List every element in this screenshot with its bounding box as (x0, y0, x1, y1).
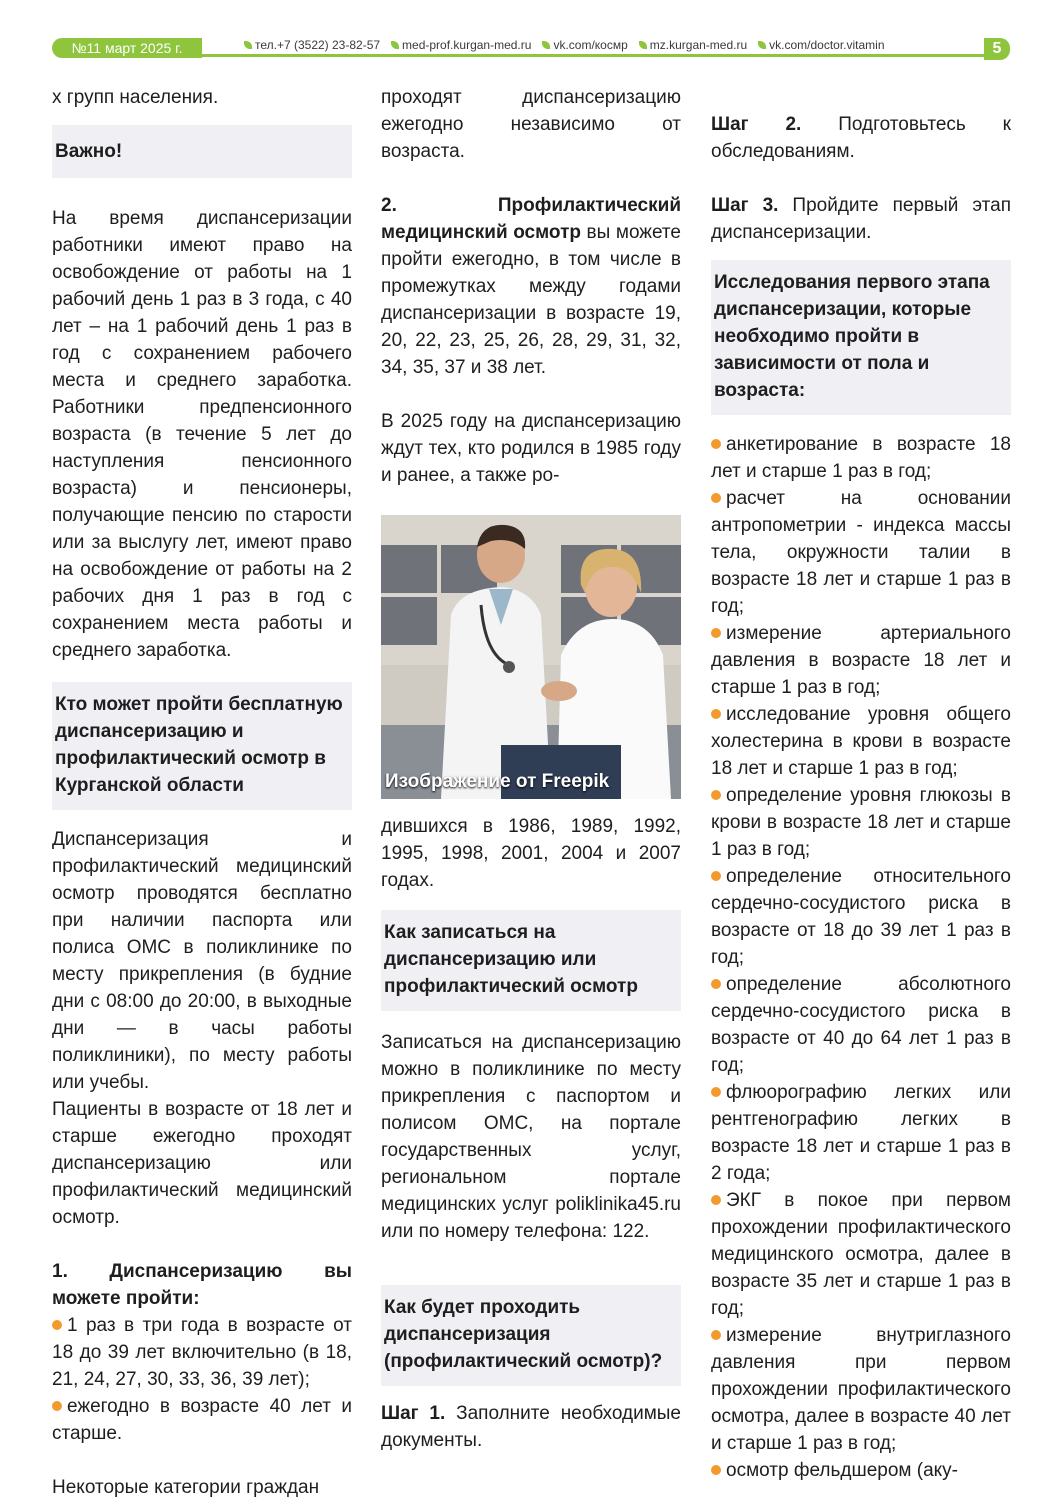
contact-phone: тел.+7 (3522) 23-82-57 (244, 38, 380, 52)
leaf-icon (639, 41, 647, 49)
list-item: расчет на основании антропометрии - индекса массы тела, окружности талии в возрасте 18 лет и старше 1 раз в год; (711, 485, 1011, 620)
header-rule (202, 54, 984, 57)
contact-vk-kosmr[interactable]: vk.com/космр (542, 38, 627, 52)
born-years-paragraph: дившихся в 1986, 1989, 1992, 1995, 1998, 2001, 2004 и 2007 годах. (381, 816, 681, 891)
list-item: ЭКГ в покое при первом прохождении профилактического медицинского осмотра, далее в возрасте 35 лет и старше 1 раз в год; (711, 1187, 1011, 1322)
step-1 (381, 1400, 681, 1454)
leaf-icon (758, 41, 766, 49)
column-1 (52, 84, 352, 1501)
page-number: 5 (984, 38, 1010, 60)
step-3-text: Пройдите первый этап диспансеризации. (711, 195, 1011, 243)
photo-illustration (381, 515, 681, 799)
list-item: анкетирование в возрасте 18 лет и старше 1 раз в год; (711, 431, 1011, 485)
how-goes-heading: Как будет проходить диспансеризация (профилактический осмотр)? (381, 1285, 681, 1386)
some-categories: Некоторые категории граждан (52, 1477, 320, 1498)
leaf-icon (244, 41, 252, 49)
step-2 (711, 111, 1011, 165)
leaf-icon (542, 41, 550, 49)
free-paragraph: Диспансеризация и профилактический медицинский осмотр проводятся бесплатно при наличии паспорта или полиса ОМС в поликлинике по месту прикрепления (в будние дни с 08:00 до 20:00, в выходные дни — в часы работы поликлиники), по месту работы или учебы. (52, 829, 352, 1093)
step-3 (711, 192, 1011, 246)
important-heading: Важно! (52, 125, 352, 178)
signup-paragraph: Записаться на диспансеризацию можно в поликлинике по месту прикрепления с паспортом и полисом ОМС, на портале государственных услуг, региональном портале медицинских услуг poliklinika45.ru или по номеру телефона: 122. (381, 1032, 681, 1242)
list-item: 1 раз в три года в возрасте от 18 до 39 лет включительно (в 18, 21, 24, 27, 30, 33, 36, 39 лет); (52, 1312, 352, 1393)
contact-vk-doctor[interactable]: vk.com/doctor.vitamin (758, 38, 884, 52)
list-item: определение относительного сердечно-сосудистого риска в возрасте от 18 до 39 лет 1 раз в год; (711, 863, 1011, 971)
tests-heading: Исследования первого этапа диспансеризации, которые необходимо пройти в зависимости от пола и возраста: (711, 260, 1011, 415)
step-1-label: Шаг 1. (381, 1403, 446, 1424)
photo-credit: Изображение от Freepik (385, 771, 610, 792)
list-item: исследование уровня общего холестерина в крови в возрасте 18 лет и старше 1 раз в год; (711, 701, 1011, 782)
disp-heading: 1. Диспансеризацию вы можете пройти: (52, 1261, 352, 1309)
intro-fragment: х групп населения. (52, 87, 219, 108)
list-item: ежегодно в возрасте 40 лет и старше. (52, 1393, 352, 1447)
page-header (0, 0, 1061, 70)
list-item: измерение внутриглазного давления при первом прохождении профилактического осмотра, далее в возрасте 40 лет и старше 1 раз в год; (711, 1322, 1011, 1457)
step-3-label: Шаг 3. (711, 195, 779, 216)
step-2-text: Подготовьтесь к обследованиям. (711, 114, 1011, 162)
contacts-bar (244, 38, 896, 52)
step-2-label: Шаг 2. (711, 114, 802, 135)
list-item: флюорографию легких или рентгенографию легких в возрасте 18 лет и старше 1 раз в 2 года; (711, 1079, 1011, 1187)
column-3 (711, 84, 1011, 1484)
who-heading: Кто может пройти бесплатную диспансеризацию и профилактический осмотр в Курганской области (52, 682, 352, 810)
list-item: осмотр фельдшером (аку- (711, 1457, 1011, 1484)
how-signup-heading: Как записаться на диспансеризацию или профилактический осмотр (381, 910, 681, 1011)
step-1-text: Заполните необходимые документы. (381, 1403, 681, 1451)
prof-paragraph (381, 192, 681, 381)
list-item: определение абсолютного сердечно-сосудистого риска в возрасте от 40 до 64 лет 1 раз в год; (711, 971, 1011, 1079)
issue-label: №11 март 2025 г. (52, 38, 202, 58)
prof-text: вы можете пройти ежегодно, в том числе в промежутках между годами диспансеризации в возрасте 19, 20, 22, 23, 25, 26, 28, 29, 31, 32, 34, 35, 37 и 38 лет. (381, 222, 681, 378)
continuation-paragraph: проходят диспансеризацию ежегодно независимо от возраста. (381, 87, 681, 162)
column-2 (381, 84, 681, 1454)
contact-mz-site[interactable]: mz.kurgan-med.ru (639, 38, 747, 52)
year-2025-paragraph: В 2025 году на диспансеризацию ждут тех, кто родился в 1985 году и ранее, а также ро- (381, 411, 681, 486)
contact-site[interactable]: med-prof.kurgan-med.ru (391, 38, 531, 52)
leave-paragraph: На время диспансеризации работники имеют право на освобождение от работы на 1 рабочий день 1 раз в 3 года, с 40 лет – на 1 рабочий день 1 раз в год с сохранением рабочего места и среднего заработка. Работники предпенсионного возраста (в течение 5 лет до наступления пенсионного возраста) и пенсионеры, получающие пенсию по старости или за выслугу лет, имеют право на освобождение от работы на 2 рабочих дня 1 раз в год с сохранением места работы и среднего заработка. (52, 208, 352, 661)
doctor-patient-photo (381, 515, 681, 799)
leaf-icon (391, 41, 399, 49)
list-item: определение уровня глюкозы в крови в возрасте 18 лет и старше 1 раз в год; (711, 782, 1011, 863)
prof-heading: 2. Профилактический медицинский осмотр (381, 195, 681, 243)
patients-paragraph: Пациенты в возрасте от 18 лет и старше ежегодно проходят диспансеризацию или профилактический медицинский осмотр. (52, 1099, 352, 1228)
list-item: измерение артериального давления в возрасте 18 лет и старше 1 раз в год; (711, 620, 1011, 701)
